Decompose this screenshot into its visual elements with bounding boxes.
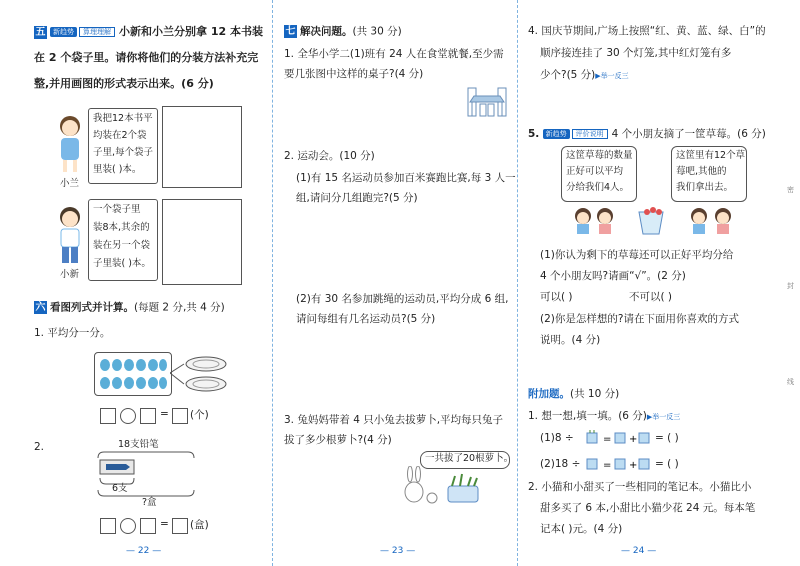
bubble-b-line4: 子里装( )本。 (93, 258, 151, 269)
extra-title: 附加题。 (528, 388, 570, 400)
bubble-l-line2: 正好可以平均 (566, 166, 624, 177)
page-number-23: — 23 — (380, 546, 416, 556)
q2-unit: (盒) (190, 519, 209, 531)
pears-box (94, 352, 172, 396)
e1a-right: = ( ) (655, 432, 679, 444)
section-5-line3: 整,并用画图的形式表示出来。(6 分) (34, 77, 214, 90)
extra-score: (共 10 分) (570, 388, 620, 400)
bubble-b-line3: 装在另一个袋 (93, 240, 151, 251)
section-5-line2: 在 2 个袋子里。请你将他们的分装方法补充完 (34, 51, 259, 64)
boy-figure (52, 203, 88, 267)
bubble-r-line1: 这筐里有12个草 (676, 150, 746, 161)
extra-q1 (528, 410, 680, 423)
q5-1-option-no[interactable]: 不可以( ) (629, 291, 673, 303)
section-6-q1: 1. 平均分一分。 (34, 327, 111, 339)
section-6-header (34, 301, 225, 315)
bubble-b-line2: 装8本,其余的 (93, 222, 150, 233)
q4-line3-text: 少个?(5 分) (540, 69, 596, 81)
q4-line3 (540, 69, 629, 82)
q3-line1: 3. 兔妈妈带着 4 只小兔去拔萝卜,平均每只兔子 (284, 414, 504, 426)
svg-text:+: + (629, 460, 638, 471)
page-number-23-value: 23 (391, 546, 404, 556)
svg-text:=: = (603, 460, 612, 471)
q5-new-trend-badge: 新趋势 (543, 129, 570, 140)
bubble-b-line1: 一个袋子里 (93, 204, 141, 215)
section-5-header (34, 25, 263, 39)
q2-operator-circle[interactable] (120, 518, 136, 534)
q4-reference-link[interactable]: ▶举一反三 (595, 72, 629, 80)
section-6-q2: 2. (34, 441, 45, 453)
bubble-a-line2: 均装在2个袋 (93, 130, 147, 141)
section-7-score: (共 30 分) (352, 25, 402, 38)
page-number-22: — 22 — (126, 546, 162, 556)
pears-icon (95, 353, 171, 395)
e1b-picture-equation (585, 456, 653, 472)
page-divider-left (272, 0, 273, 566)
extra-q1-reference-link[interactable]: ▶举一反三 (646, 413, 681, 421)
dining-table-icon (466, 86, 508, 120)
page-number-22-value: 22 (137, 546, 150, 556)
e1b-right: = ( ) (655, 458, 679, 470)
svg-text:=: = (603, 434, 612, 445)
q1-answer-box-2[interactable] (140, 408, 156, 424)
seal-line-char-3: 线 (787, 378, 794, 386)
bubble-r-line3: 我们拿出去。 (676, 182, 734, 193)
boy-name: 小新 (60, 269, 80, 280)
page-24 (521, 0, 800, 566)
q2-answer-box-2[interactable] (140, 518, 156, 534)
rabbit-bubble-text: 一共拔了20根萝卜。 (425, 453, 514, 464)
q1-answer-box-3[interactable] (172, 408, 188, 424)
q2b-line2: 请问每组有几名运动员?(5 分) (296, 313, 436, 325)
q2a-line1: (1)有 15 名运动员参加百米赛跑比赛,每 3 人一 (296, 172, 516, 184)
section-7-number: 七 (285, 26, 296, 37)
extra-header (528, 388, 619, 401)
q5-number: 5. (528, 128, 540, 140)
q1-operator-circle[interactable] (120, 408, 136, 424)
left-speech-bubble (561, 146, 637, 202)
q5-2-line1: (2)你是怎样想的?请在下面用你喜欢的方式 (540, 313, 739, 325)
q5-1-line2: 4 个小朋友吗?请画“√”。(2 分) (540, 270, 686, 282)
girl-speech-bubble (88, 108, 158, 184)
section-7-title: 解决问题。 (300, 25, 353, 38)
e1a-left: (1)8 ÷ (540, 432, 574, 444)
boy-drawing-box[interactable] (162, 199, 242, 285)
q1-unit: (个) (190, 409, 209, 421)
q5-2-line2: 说明。(4 分) (540, 334, 601, 346)
new-trend-badge: 新趋势 (50, 27, 77, 38)
q5-tag: 评价说明 (572, 129, 608, 140)
q2a-line2: 组,请问分几组跑完?(5 分) (296, 192, 418, 204)
pencils-label: 18支铅笔 (118, 439, 159, 450)
page-number-24: — 24 — (621, 546, 657, 556)
bubble-l-line1: 这筐草莓的数量 (566, 150, 633, 161)
rabbits-carrots-illustration (400, 466, 490, 506)
bubble-a-line1: 我把12本书平 (93, 113, 153, 124)
six-pencils-label: 6支 (112, 483, 128, 494)
boy-speech-bubble (88, 199, 158, 281)
q1-answer-box-1[interactable] (100, 408, 116, 424)
q4-line1: 4. 国庆节期间,广场上按照“红、黄、蓝、绿、白”的 (528, 25, 766, 37)
page-22 (0, 0, 270, 566)
e1a-picture-equation (585, 430, 653, 446)
page-divider-right (517, 0, 518, 566)
extra-q2-line2: 甜多买了 6 本,小甜比小猫少花 24 元。每本笔 (540, 502, 756, 514)
svg-text:+: + (629, 434, 638, 445)
section-5-line1: 小新和小兰分别拿 12 本书装 (119, 25, 263, 38)
q2-answer-box-1[interactable] (100, 518, 116, 534)
q4-line2: 顺序接连挂了 30 个灯笼,其中红灯笼有多 (540, 47, 732, 59)
section-6-score: (每题 2 分,共 4 分) (134, 301, 225, 314)
section-5-tag: 算理理解 (79, 27, 115, 38)
page-23 (276, 0, 514, 566)
girl-figure (52, 112, 88, 176)
extra-q2-line1: 2. 小猫和小甜买了一些相同的笔记本。小猫比小 (528, 481, 752, 493)
q1-equals: = (160, 408, 169, 420)
section-6-title: 看图列式并计算。 (50, 301, 134, 314)
q2-title: 2. 运动会。(10 分) (284, 150, 375, 162)
q5-1-option-yes[interactable]: 可以( ) (540, 291, 573, 303)
seal-line-char-2: 封 (787, 282, 794, 290)
bubble-r-line2: 莓吧,其他的 (676, 166, 727, 177)
q5-header (528, 128, 766, 141)
boxes-label: ?盒 (142, 497, 157, 508)
seal-line-char-1: 密 (787, 186, 794, 194)
q1-line1: 1. 全华小学二(1)班有 24 人在食堂就餐,至少需 (284, 48, 504, 60)
section-6-number: 六 (35, 302, 46, 313)
bubble-a-line4: 里装( )本。 (93, 164, 142, 175)
children-strawberry-illustration (573, 204, 743, 236)
q2b-line1: (2)有 30 名参加跳绳的运动员,平均分成 6 组, (296, 293, 509, 305)
q2-equals: = (160, 518, 169, 530)
girl-drawing-box[interactable] (162, 106, 242, 188)
e1b-left: (2)18 ÷ (540, 458, 581, 470)
section-5-number: 五 (35, 26, 46, 38)
bubble-a-line3: 子里,每个袋子 (93, 147, 154, 158)
right-speech-bubble (671, 146, 747, 202)
section-7-header (284, 25, 402, 39)
page-number-24-value: 24 (632, 546, 645, 556)
q3-line2: 拔了多少根萝卜?(4 分) (284, 434, 392, 446)
q1-line2: 要几张图中这样的桌子?(4 分) (284, 68, 424, 80)
q2-answer-box-3[interactable] (172, 518, 188, 534)
extra-q1-text: 1. 想一想,填一填。(6 分) (528, 410, 647, 422)
q5-1-line1: (1)你认为剩下的草莓还可以正好平均分给 (540, 249, 734, 261)
girl-name: 小兰 (60, 178, 80, 189)
bubble-l-line3: 分给我们4人。 (566, 182, 630, 193)
extra-q2-line3: 记本( )元。(4 分) (540, 523, 623, 535)
plates-icon (170, 352, 230, 396)
q5-text: 4 个小朋友摘了一筐草莓。(6 分) (611, 128, 766, 140)
